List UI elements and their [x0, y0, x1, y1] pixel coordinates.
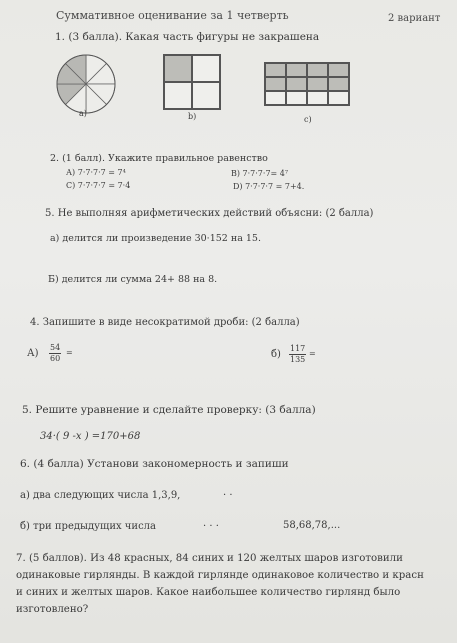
rect-cell-shaded [328, 77, 349, 91]
q4-equals-a: = [66, 348, 73, 357]
q1-label-c: c) [304, 115, 312, 124]
q6-item-a: а) два следующих числа 1,3,9, [20, 490, 181, 501]
circle-figure [55, 53, 117, 115]
q4-label-b: б) [271, 349, 281, 360]
q1-label-b: b) [188, 112, 197, 121]
rect-cell-shaded [307, 63, 328, 77]
q7-line-4: изготовлено? [16, 604, 89, 615]
q5-equation: 34·( 9 -x ) =170+68 [40, 431, 141, 442]
rect-cell [307, 91, 328, 105]
q2-option-a: А) 7·7·7·7 = 7⁴ [66, 168, 126, 177]
q7-line-2: одинаковые гирлянды. В каждой гирлянде одинаковое количество и красн [16, 570, 424, 581]
q5a-text: 5. Не выполняя арифметических действий объясни: (2 балла) [45, 208, 374, 219]
q5a-item-b: Б) делится ли сумма 24+ 88 на 8. [48, 274, 218, 285]
q2-text: 2. (1 балл). Укажите правильное равенство [50, 153, 268, 164]
q4-fraction-b-numerator: 117 [290, 344, 306, 353]
q7-line-1: 7. (5 баллов). Из 48 красных, 84 синих и 120 желтых шаров изготовили [16, 553, 403, 564]
variant-label: 2 вариант [388, 13, 441, 24]
q6-item-a-dots: · · [223, 490, 233, 501]
rect-figure [264, 62, 350, 106]
q4-label-a: А) [27, 348, 39, 359]
q6-item-b: б) три предыдущих числа [20, 521, 156, 532]
rect-cell-shaded [328, 63, 349, 77]
q1-label-a: а) [79, 109, 87, 118]
rect-cell-shaded [307, 77, 328, 91]
square-cell-shaded [164, 55, 192, 82]
q5a-item-a: а) делится ли произведение 30·152 на 15. [50, 233, 261, 244]
q2-option-b: В) 7·7·7·7= 4⁷ [231, 169, 289, 178]
square-figure [163, 54, 221, 110]
q4-fraction-a [49, 344, 61, 363]
q6-text: 6. (4 балла) Установи закономерность и запиши [20, 458, 289, 470]
q4-fraction-a-numerator: 54 [50, 343, 61, 352]
q1-text: 1. (3 балла). Какая часть фигуры не закрашена [55, 31, 320, 43]
q2-option-d: D) 7·7·7·7 = 7+4. [233, 182, 305, 191]
q4-text: 4. Запишите в виде несократимой дроби: (2 балла) [30, 317, 300, 328]
q7-line-3: и синих и желтых шаров. Какое наибольшее количество гирлянд было [16, 587, 401, 598]
q2-option-c: С) 7·7·7·7 = 7·4 [66, 181, 131, 190]
page-title: Суммативное оценивание за 1 четверть [56, 9, 289, 22]
q6-item-b-dots: · · · [203, 521, 219, 532]
q4-equals-b: = [309, 349, 316, 358]
square-cell [164, 82, 192, 109]
square-cell [192, 82, 220, 109]
rect-cell-shaded [265, 77, 286, 91]
q4-fraction-a-denominator: 60 [50, 354, 61, 363]
q6-item-b-sequence: 58,68,78,... [283, 520, 341, 531]
rect-cell-shaded [286, 77, 307, 91]
square-cell [192, 55, 220, 82]
rect-cell [286, 91, 307, 105]
rect-cell [265, 91, 286, 105]
rect-cell [328, 91, 349, 105]
q5-text: 5. Решите уравнение и сделайте проверку: (3 балла) [22, 404, 316, 416]
q4-fraction-b [289, 345, 306, 364]
rect-cell-shaded [265, 63, 286, 77]
q4-fraction-b-denominator: 135 [290, 355, 306, 364]
rect-cell-shaded [286, 63, 307, 77]
